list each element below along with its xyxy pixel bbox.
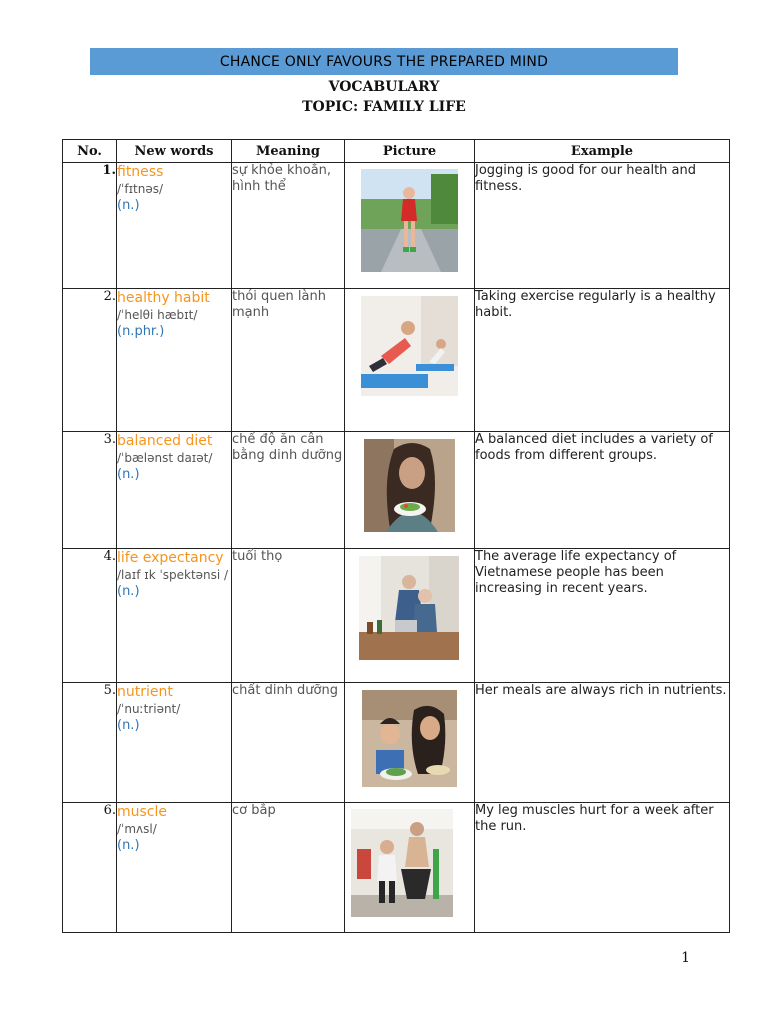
word-cell xyxy=(117,289,232,432)
table-row xyxy=(63,683,730,803)
row-number: 3. xyxy=(63,432,117,549)
vocab-word: life expectancy xyxy=(117,550,224,566)
table-row xyxy=(63,803,730,933)
table-row xyxy=(63,289,730,432)
vocab-part-of-speech: (n.) xyxy=(117,198,140,213)
gym-training-photo xyxy=(351,809,453,917)
vocab-word: muscle xyxy=(117,804,168,820)
vocab-word: balanced diet xyxy=(117,433,213,449)
page-number: 1 xyxy=(681,950,690,966)
topic-title: TOPIC: FAMILY LIFE xyxy=(302,99,466,115)
example-cell: A balanced diet includes a variety of foods from different groups. xyxy=(475,432,730,549)
woman-jogging-photo xyxy=(361,169,458,272)
meaning-cell: tuổi thọ xyxy=(232,549,345,683)
meaning-cell: cơ bắp xyxy=(232,803,345,933)
vocab-ipa: /ˈhelθi hæbɪt/ xyxy=(117,308,198,322)
picture-cell xyxy=(345,549,475,683)
word-cell xyxy=(117,803,232,933)
table-row xyxy=(63,163,730,289)
vocab-ipa: /ˈbælənst daɪət/ xyxy=(117,451,213,465)
picture-cell xyxy=(345,432,475,549)
word-cell xyxy=(117,683,232,803)
example-cell: Jogging is good for our health and fitness. xyxy=(475,163,730,289)
column-header-no: No. xyxy=(63,140,117,163)
vocab-word: nutrient xyxy=(117,684,173,700)
row-number: 2. xyxy=(63,289,117,432)
vocab-part-of-speech: (n.) xyxy=(117,838,140,853)
picture-cell xyxy=(345,289,475,432)
woman-eating-salad-photo xyxy=(364,439,455,532)
vocab-part-of-speech: (n.) xyxy=(117,718,140,733)
vocab-word: healthy habit xyxy=(117,290,210,306)
vocab-word: fitness xyxy=(117,164,164,180)
column-header-example: Example xyxy=(475,140,730,163)
example-cell: The average life expectancy of Vietnamese people has been increasing in recent years. xyxy=(475,549,730,683)
column-header-meaning: Meaning xyxy=(232,140,345,163)
vocabulary-table xyxy=(62,139,730,933)
vocab-part-of-speech: (n.) xyxy=(117,467,140,482)
document-title: VOCABULARY xyxy=(328,79,440,95)
row-number: 6. xyxy=(63,803,117,933)
row-number: 5. xyxy=(63,683,117,803)
meaning-cell: chất dinh dưỡng xyxy=(232,683,345,803)
vocab-part-of-speech: (n.phr.) xyxy=(117,324,165,339)
vocab-ipa: /ˈmʌsl/ xyxy=(117,822,157,836)
table-row xyxy=(63,549,730,683)
column-header-new-words: New words xyxy=(117,140,232,163)
word-cell xyxy=(117,432,232,549)
table-header-row xyxy=(63,140,730,163)
word-cell xyxy=(117,549,232,683)
column-header-picture: Picture xyxy=(345,140,475,163)
mother-child-meal-photo xyxy=(362,690,457,787)
meaning-cell: chế độ ăn cân bằng dinh dưỡng xyxy=(232,432,345,549)
row-number: 4. xyxy=(63,549,117,683)
picture-cell xyxy=(345,803,475,933)
elderly-couple-kitchen-photo xyxy=(359,556,459,660)
example-cell: My leg muscles hurt for a week after the run. xyxy=(475,803,730,933)
meaning-cell: sự khỏe khoắn, hình thể xyxy=(232,163,345,289)
vocab-ipa: /ˈnuːtriənt/ xyxy=(117,702,181,716)
meaning-cell: thói quen lành mạnh xyxy=(232,289,345,432)
table-row xyxy=(63,432,730,549)
vocab-ipa: /ˈfɪtnəs/ xyxy=(117,182,164,196)
row-number: 1. xyxy=(63,163,117,289)
word-cell xyxy=(117,163,232,289)
vocab-ipa: /laɪf ɪk ˈspektənsi / xyxy=(117,568,229,582)
motto-banner: CHANCE ONLY FAVOURS THE PREPARED MIND xyxy=(90,48,678,75)
picture-cell xyxy=(345,163,475,289)
example-cell: Her meals are always rich in nutrients. xyxy=(475,683,730,803)
picture-cell xyxy=(345,683,475,803)
example-cell: Taking exercise regularly is a healthy habit. xyxy=(475,289,730,432)
vocab-part-of-speech: (n.) xyxy=(117,584,140,599)
women-exercising-photo xyxy=(361,296,458,396)
